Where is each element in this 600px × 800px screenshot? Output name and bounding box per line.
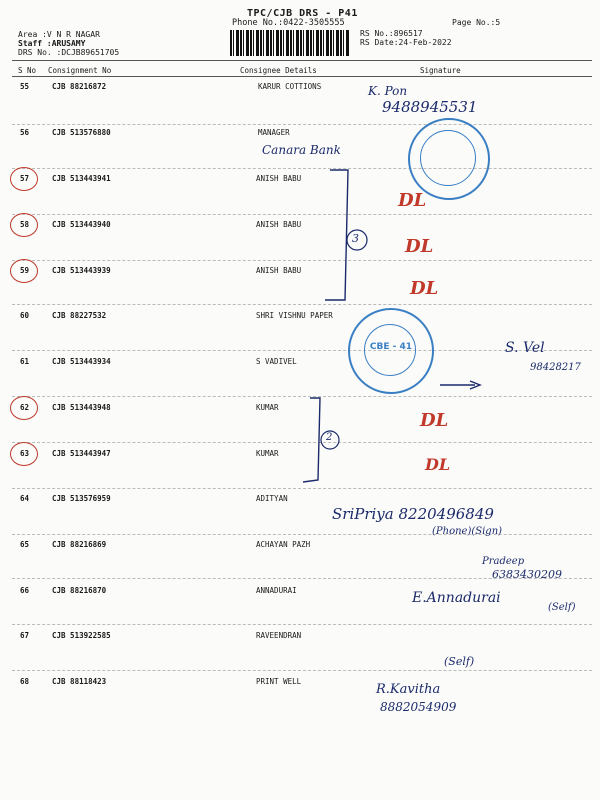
drs-number: DRS No. :DCJB89651705 [18,48,120,57]
dl-mark: DL [398,190,427,211]
row-consignment: CJB 513576959 [52,494,111,503]
note-r65: Pradeep [482,556,525,567]
row-sno: 66 [20,586,30,595]
row-sno: 60 [20,311,30,320]
note-r67: (Self) [444,655,475,668]
sheet-title: TPC/CJB DRS - P41 [247,8,358,19]
row-consignment: CJB 513443934 [52,357,111,366]
row-consignment: CJB 513443947 [52,449,111,458]
row-details: ANISH BABU [256,220,302,229]
row-consignment: CJB 513443948 [52,403,111,412]
branch-stamp-icon [348,308,434,394]
signature-r68: R.Kavitha [376,682,441,697]
row-sno: 57 [20,174,30,183]
row-details: ANISH BABU [256,174,302,183]
phone-r65: 6383430209 [492,568,562,581]
page-number: Page No.:5 [452,18,501,27]
row-details: SHRI VISHNU PAPER [256,311,333,320]
row-details: ADITYAN [256,494,288,503]
rs-number: RS No.:896517 [360,29,423,38]
row-details: ANNADURAI [256,586,297,595]
row-details: ANISH BABU [256,266,302,275]
row-consignment: CJB 88118423 [52,677,107,686]
row-details: KUMAR [256,403,279,412]
dl-mark: DL [405,236,434,257]
area-label: Area :V N R NAGAR [18,30,100,39]
row-details: KUMAR [256,449,279,458]
bracket-count: 2 [326,432,333,443]
row-consignment: CJB 88227532 [52,311,107,320]
col-details: Consignee Details [240,66,317,75]
note-r64-sub: (Phone)(Sign) [432,526,503,537]
dl-mark: DL [420,410,449,431]
row-sno: 67 [20,631,30,640]
row-consignment: CJB 513443941 [52,174,111,183]
row-sno: 68 [20,677,30,686]
row-sno: 56 [20,128,30,137]
row-consignment: CJB 513443939 [52,266,111,275]
row-sno: 61 [20,357,30,366]
phone-r61: 98428217 [530,362,581,373]
phone-number: Phone No.:0422-3505555 [232,18,345,28]
row-consignment: CJB 513922585 [52,631,111,640]
row-sno: 58 [20,220,30,229]
row-consignment: CJB 88216870 [52,586,107,595]
row-sno: 65 [20,540,30,549]
signature-r61: S. Vel [505,340,545,356]
note-r56: Canara Bank [262,143,341,157]
dl-mark: DL [410,278,439,299]
col-consignment: Consignment No [48,66,112,75]
row-sno: 62 [20,403,30,412]
row-consignment: CJB 513443940 [52,220,111,229]
row-details: RAVEENDRAN [256,631,302,640]
bracket-count: 3 [352,232,359,245]
col-sno: S No [18,66,37,75]
note-r64: SriPriya 8220496849 [332,505,494,523]
phone-r68: 8882054909 [380,700,457,714]
dl-mark: DL [425,455,451,474]
row-details: MANAGER [258,128,290,137]
row-details: KARUR COTTIONS [258,82,322,91]
stamp-text: CBE - 41 [369,342,413,352]
row-consignment: CJB 88216869 [52,540,107,549]
phone-r55: 9488945531 [382,98,478,116]
signature-r55: K. Pon [368,84,408,98]
row-sno: 55 [20,82,30,91]
row-consignment: CJB 513576880 [52,128,111,137]
row-sno: 63 [20,449,30,458]
row-details: PRINT WELL [256,677,302,686]
note-r66-sub: (Self) [548,602,576,613]
row-sno: 64 [20,494,30,503]
staff-label: Staff :ARUSAMY [18,39,86,48]
row-details: ACHAYAN PAZH [256,540,311,549]
col-signature: Signature [420,66,461,75]
rs-date: RS Date:24-Feb-2022 [360,38,452,47]
row-details: S VADIVEL [256,357,297,366]
note-r66: E.Annadurai [412,590,501,606]
row-consignment: CJB 88216872 [52,82,107,91]
office-stamp-icon [408,118,490,200]
row-sno: 59 [20,266,30,275]
